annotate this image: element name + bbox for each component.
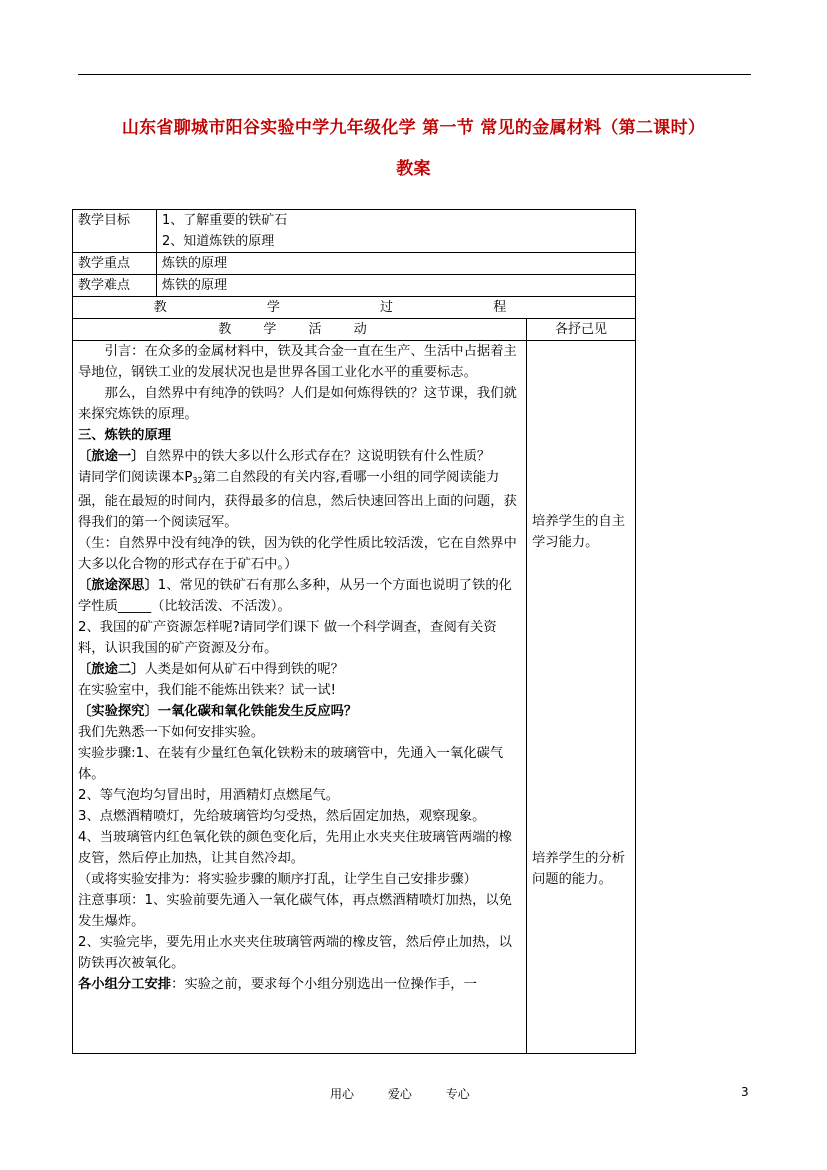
trip1-tag: 〔旅途一〕 [78,449,145,464]
trip1-text: 自然界中的铁大多以什么形式存在？这说明铁有什么性质？ [144,449,491,464]
footer-word-2: 爱心 [387,1087,412,1101]
trip1-question [78,446,521,467]
key-value: 炼铁的原理 [157,253,636,275]
difficulty-label: 教学难点 [73,275,157,297]
goal-row [73,210,636,253]
difficulty-row [73,275,636,297]
alternative-arrangement: （或将实验安排为：将实验步骤的顺序打乱，让学生自己安排步骤） [78,872,477,887]
reading-task [78,467,521,533]
step-2: 2、等气泡均匀冒出时，用酒精灯点燃尾气。 [78,788,340,803]
page-subscript: 32 [192,476,203,485]
lesson-plan-table [72,209,636,1054]
deep-tag: 〔旅途深思〕 [78,578,158,593]
lab-question: 在实验室中，我们能不能炼出铁来？试一试! [78,683,336,698]
page-number: 3 [741,1085,749,1099]
activity-content [73,341,527,1054]
goal-item-1: 1、了解重要的铁矿石 [162,213,288,228]
step-4: 4、当玻璃管内红色氧化铁的颜色变化后，先用止水夹夹住玻璃管两端的橡皮管，然后停止加热，让其自然冷却。 [78,830,512,866]
survey-task: 2、我国的矿产资源怎样呢?请同学们课下 做一个科学调查，查阅有关资料，认识我国的矿产资源及分布。 [78,620,497,656]
intro-paragraph-1: 引言：在众多的金属材料中，铁及其合金一直在生产、生活中占据着主导地位，钢铁工业的发展状况也是世界各国工业化水平的重要标志。 [78,344,517,380]
caution-1: 注意事项：1、实验前要先通入一氧化碳气体，再点燃酒精喷灯加热，以免发生爆炸。 [78,893,512,929]
header-rule [78,74,751,75]
process-header-row [73,297,636,319]
footer-word-1: 用心 [330,1087,355,1101]
footer-word-3: 专心 [445,1087,470,1101]
intro-paragraph-2: 那么，自然界中有纯净的铁吗？人们是如何炼得铁的？这节课，我们就来探究炼铁的原理。 [78,386,517,422]
document-title-continued: 教案 [396,159,431,179]
arrange-intro: 我们先熟悉一下如何安排实验。 [78,725,265,740]
reading-task-pre: 请同学们阅读课本P [78,470,193,485]
student-answer: （生：自然界中没有纯净的铁，因为铁的化学性质比较活泼，它在自然界中大多以化合物的形式存在于矿石中。） [78,536,517,572]
step-3: 3、点燃酒精喷灯，先给玻璃管均匀受热，然后固定加热，观察现象。 [78,809,486,824]
deep-text: 1、常见的铁矿石有那么多种，从另一个方面也说明了铁的化学性质_____（比较活泼、不活泼）。 [78,578,512,614]
notes-header: 各抒己见 [527,319,636,341]
notes-column [527,341,636,1054]
key-label: 教学重点 [73,253,157,275]
caution-2: 2、实验完毕，要先用止水夹夹住玻璃管两端的橡皮管，然后停止加热，以防铁再次被氧化。 [78,935,512,971]
reading-task-post: 第二自然段的有关内容,看哪一小组的同学阅读能力强，能在最短的时间内，获得最多的信息，然后快速回答出上面的问题，获得我们的第一个阅读冠军。 [78,470,517,530]
trip2-question [78,659,521,680]
difficulty-value: 炼铁的原理 [157,275,636,297]
group-arrangement [78,974,521,995]
goal-item-2: 2、知道炼铁的原理 [162,234,275,249]
goal-label: 教学目标 [73,210,157,253]
note-self-study: 培养学生的自主学习能力。 [532,514,626,550]
activity-header: 教 学 活 动 [73,319,527,341]
trip2-text: 人类是如何从矿石中得到铁的呢？ [144,662,344,677]
deep-thinking [78,575,521,617]
footer-slogan [330,1085,500,1102]
section-heading: 三、炼铁的原理 [78,428,172,443]
column-header-row [73,319,636,341]
process-header: 教 学 过 程 [73,297,636,319]
goal-value [157,210,636,253]
group-tag: 各小组分工安排 [78,977,172,992]
key-row [73,253,636,275]
group-text: ：实验之前，要求每个小组分别选出一位操作手，一 [171,977,477,992]
step-1: 实验步骤:1、在装有少量红色氧化铁粉末的玻璃管中，先通入一氧化碳气体。 [78,746,504,782]
document-title: 山东省聊城市阳谷实验中学九年级化学 第一节 常见的金属材料（第二课时） [121,118,706,138]
experiment-heading: 〔实验探究〕一氧化碳和氧化铁能发生反应吗？ [78,704,358,719]
note-analysis: 培养学生的分析问题的能力。 [532,851,626,887]
content-row [73,341,636,1054]
trip2-tag: 〔旅途二〕 [78,662,145,677]
